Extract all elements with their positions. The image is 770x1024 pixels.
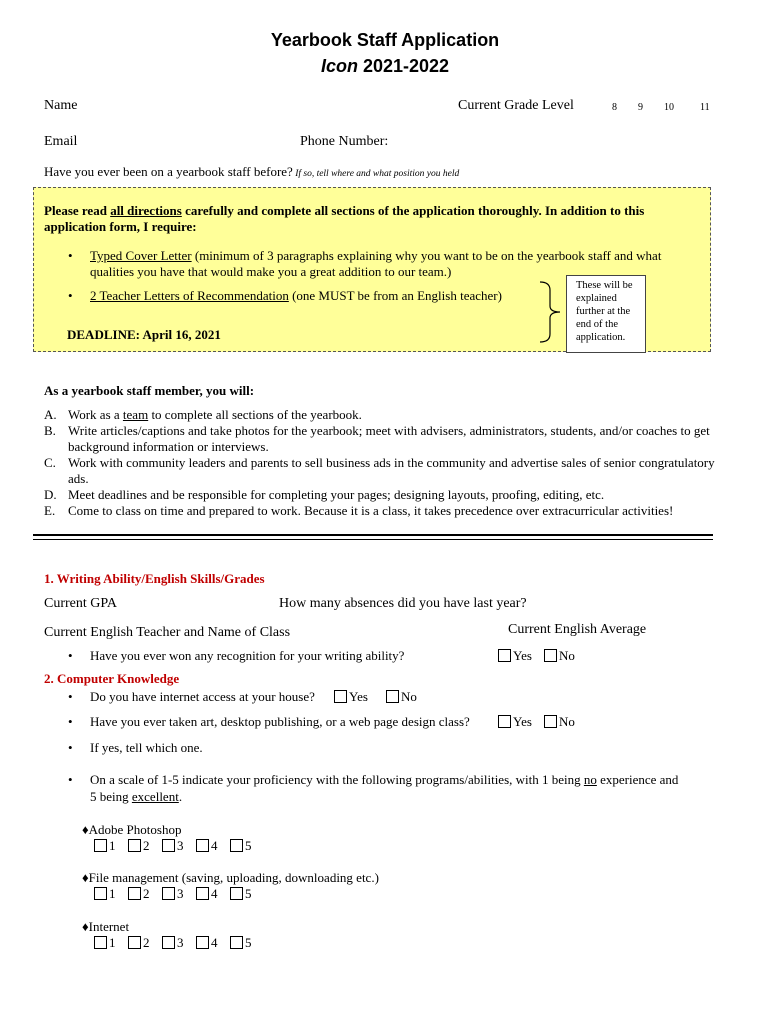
photoshop-scale[interactable] [94,838,264,854]
scale-option-3[interactable]: 3 [162,935,196,951]
list-item: A. Work as a team to complete all sections of the yearbook. [44,407,362,422]
scale-option-4[interactable]: 4 [196,838,230,854]
list-item: E. Come to class on time and prepared to work. Because it is a class, it takes precedence over extracurricular activities! [44,503,674,518]
list-item: D. Meet deadlines and be responsible for completing your pages; designing layouts, proofing, editing, etc. [44,487,605,502]
proficiency-instructions-cont: 5 being excellent. [90,789,183,804]
english-average-label: Current English Average [508,622,647,637]
scale-option-1[interactable]: 1 [94,838,128,854]
checkbox[interactable] [386,690,399,703]
deadline: DEADLINE: April 16, 2021 [67,327,221,342]
scale-option-3[interactable]: 3 [162,838,196,854]
proficiency-item-internet: ♦Internet [82,919,130,934]
page-title: Yearbook Staff Application [270,30,500,50]
name-label: Name [44,98,78,113]
file-management-scale[interactable] [94,886,264,902]
design-class-no[interactable]: No [544,714,575,730]
recognition-question: • Have you ever won any recognition for your writing ability? [90,648,404,664]
internet-scale[interactable] [94,935,264,951]
email-label: Email [44,134,78,149]
design-class-question: • Have you ever taken art, desktop publishing, or a web page design class? [90,714,470,730]
gpa-label: Current GPA [44,596,117,611]
requirement-recommendations: • 2 Teacher Letters of Recommendation (one MUST be from an English teacher) [90,288,502,304]
scale-option-3[interactable]: 3 [162,886,196,902]
section2-heading: 2. Computer Knowledge [44,671,180,686]
grade-level-label: Current Grade Level [458,98,574,113]
scale-option-2[interactable]: 2 [128,886,162,902]
list-item: B. Write articles/captions and take photos for the yearbook; meet with advisers, administrators, students, and/or coaches to get background information or interviews. [44,423,710,454]
proficiency-item-photoshop: ♦Adobe Photoshop [82,822,182,837]
checkbox[interactable] [544,715,557,728]
checkbox[interactable] [544,649,557,662]
phone-label: Phone Number: [300,134,389,149]
duties-list [44,407,724,519]
scale-option-4[interactable]: 4 [196,935,230,951]
section1-heading: 1. Writing Ability/English Skills/Grades [44,571,265,586]
recognition-no[interactable]: No [544,648,575,664]
internet-yes[interactable]: Yes [334,689,368,705]
design-class-yes[interactable]: Yes [498,714,532,730]
prior-staff-question: Have you ever been on a yearbook staff before? If so, tell where and what position you held [44,164,460,179]
divider [33,534,713,536]
which-class-question: • If yes, tell which one. [90,740,203,756]
page-subtitle: Icon 2021-2022 [320,56,450,76]
scale-option-5[interactable]: 5 [230,935,264,951]
checkbox[interactable] [498,649,511,662]
scale-option-4[interactable]: 4 [196,886,230,902]
requirement-cover-letter: • Typed Cover Letter (minimum of 3 paragraphs explaining why you want to be on the yearbook staff and what [90,248,661,264]
grade-option-10[interactable]: 10 [664,102,674,113]
grade-option-9[interactable]: 9 [638,102,643,113]
english-teacher-label: Current English Teacher and Name of Class [44,625,291,640]
internet-no[interactable]: No [386,689,417,705]
proficiency-instructions: • On a scale of 1-5 indicate your proficiency with the following programs/abilities, with 1 being no experience and [90,772,678,788]
proficiency-item-file-management: ♦File management (saving, uploading, downloading etc.) [82,870,379,885]
directions-line2: application form, I require: [44,219,197,234]
directions-line1: Please read all directions carefully and complete all sections of the application thoroughly. In addition to this [44,203,645,218]
recognition-yes[interactable]: Yes [498,648,532,664]
duties-heading: As a yearbook staff member, you will: [44,383,255,398]
list-item: C. Work with community leaders and parents to sell business ads in the community and advertise sales of senior congratulatory ads. [44,455,715,486]
scale-option-1[interactable]: 1 [94,935,128,951]
scale-option-5[interactable]: 5 [230,886,264,902]
grade-option-11[interactable]: 11 [700,102,710,113]
scale-option-1[interactable]: 1 [94,886,128,902]
checkbox[interactable] [498,715,511,728]
brace-icon [538,280,564,344]
scale-option-2[interactable]: 2 [128,838,162,854]
absences-label: How many absences did you have last year? [279,596,527,611]
scale-option-2[interactable]: 2 [128,935,162,951]
checkbox[interactable] [334,690,347,703]
internet-question: • Do you have internet access at your house? [90,689,315,705]
requirement-cover-letter-cont: qualities you have that would make you a great addition to our team.) [90,264,452,279]
scale-option-5[interactable]: 5 [230,838,264,854]
explanation-note: These will be explained further at the end of the application. [566,275,646,353]
divider [33,539,713,540]
grade-option-8[interactable]: 8 [612,102,617,113]
